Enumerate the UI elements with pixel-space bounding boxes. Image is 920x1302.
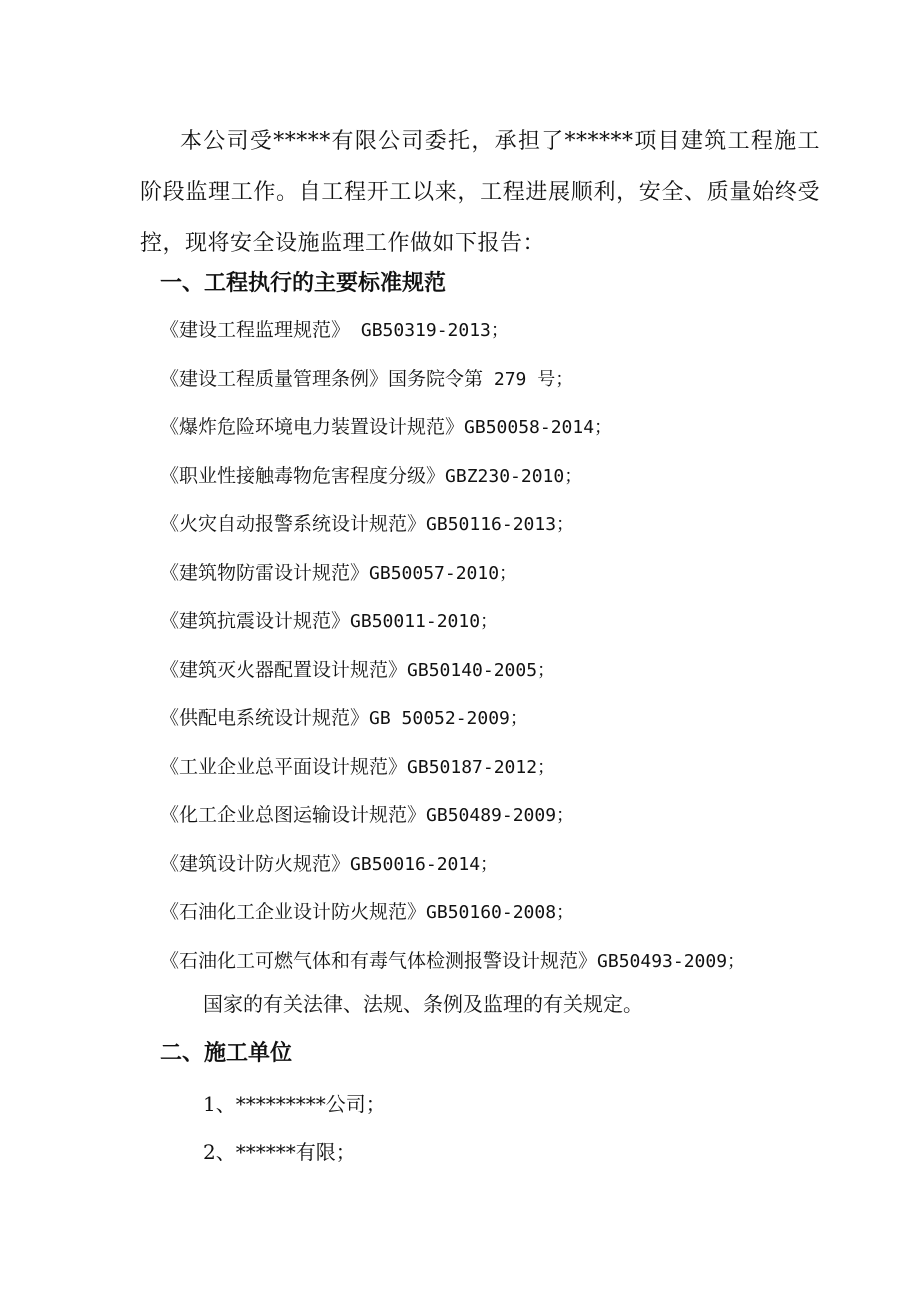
list-item [160,306,745,355]
standard-code: GB50489-2009； [426,805,575,826]
standard-title: 《火灾自动报警系统设计规范》 [160,513,427,535]
list-item [160,646,745,695]
list-item [160,888,745,937]
list-item [160,403,745,452]
standard-code: GB50187-2012； [407,756,556,778]
standard-title: 《建筑抗震设计规范》 [160,610,351,632]
standard-title: 《建筑灭火器配置设计规范》 [160,658,408,681]
standard-title: 《石油化工企业设计防火规范》 [160,901,427,923]
standard-title: 《建筑设计防火规范》 [160,852,351,875]
standard-code: GB50016-2014； [350,853,499,875]
list-item [160,743,745,792]
standard-title: 《石油化工可燃气体和有毒气体检测报警设计规范》 [160,949,598,972]
standard-code: GB50160-2008； [426,902,575,923]
standard-code: GB50116-2013； [426,514,575,535]
intro-paragraph: 本公司受*****有限公司委托，承担了******项目建筑工程施工阶段监理工作。自工程开工以来，工程进展顺利，安全、质量始终受控，现将安全设施监理工作做如下报告： [140,129,820,256]
section-heading-standards: 一、工程执行的主要标准规范 [160,271,447,296]
list-item [160,597,745,646]
standard-code: GB50057-2010； [369,562,518,584]
list-item: 2、******有限； [203,1140,356,1164]
standard-title: 《供配电系统设计规范》 [160,707,370,729]
list-item [160,549,745,598]
standard-code: GB50319-2013； [350,320,509,341]
list-item [160,355,745,404]
standard-title: 《职业性接触毒物危害程度分级》 [160,464,446,487]
standard-title: 《建设工程监理规范》 [160,319,351,341]
list-item [160,937,745,986]
standard-code: GB50011-2010； [350,611,499,632]
closing-paragraph: 国家的有关法律、法规、条例及监理的有关规定。 [203,992,643,1016]
list-item [160,791,745,840]
standard-title: 《爆炸危险环境电力装置设计规范》 [160,416,465,438]
standard-title: 《工业企业总平面设计规范》 [160,755,408,778]
standard-title: 《建设工程质量管理条例》国务院令第 [160,367,484,390]
standard-code: 279 号； [483,368,574,390]
list-item: 1、*********公司； [203,1092,386,1116]
section-heading-contractors: 二、施工单位 [160,1041,293,1066]
standard-code: GB 50052-2009； [369,708,528,729]
standard-title: 《建筑物防雷设计规范》 [160,561,370,584]
list-item [160,840,745,889]
standards-list [160,306,745,985]
standard-code: GBZ230-2010； [445,465,583,487]
standard-code: GB50140-2005； [407,659,556,681]
list-item [160,694,745,743]
contractor-list [203,1080,386,1176]
standard-code: GB50058-2014； [464,417,613,438]
list-item [160,500,745,549]
standard-code: GB50493-2009； [597,950,746,972]
list-item [160,452,745,501]
standard-title: 《化工企业总图运输设计规范》 [160,804,427,826]
